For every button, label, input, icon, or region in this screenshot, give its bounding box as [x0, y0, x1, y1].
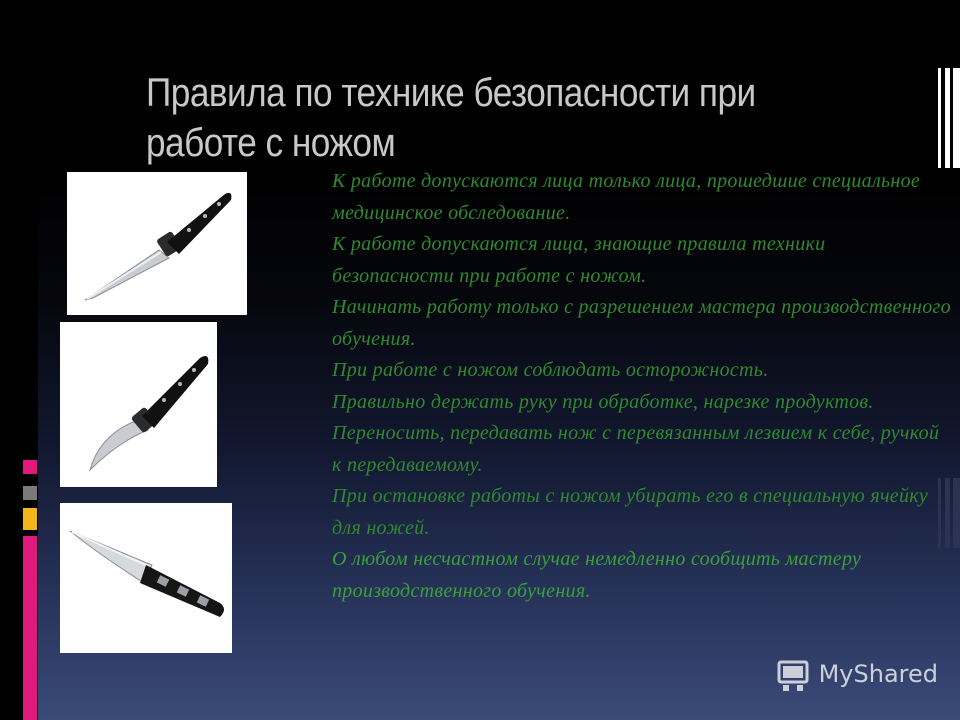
safety-rules-list: [332, 166, 952, 607]
rule-item: О любом несчастном случае немедленно сообщить мастеру производственного обучения.: [332, 548, 862, 602]
paring-knife-image: [67, 172, 247, 315]
left-accent-strip: [23, 460, 37, 720]
myshared-watermark[interactable]: [773, 654, 938, 694]
santoku-knife-image: [60, 503, 232, 653]
rule-item: К работе допускаются лица, знающие правила техники безопасности при работе с ножом.: [332, 233, 826, 287]
rule-item: Начинать работу только с разрешением мастера производственного обучения.: [332, 296, 951, 350]
rule-item: Правильно держать руку при обработке, нарезке продуктов.: [332, 390, 874, 413]
rule-item: При остановке работы с ножом убирать его в специальную ячейку для ножей.: [332, 485, 929, 539]
rule-item: При работе с ножом соблюдать осторожность.: [332, 359, 769, 381]
slide-title: Правила по технике безопасности при работе с ножом: [146, 71, 756, 165]
decorative-bars-top: [938, 68, 960, 168]
rule-item: К работе допускаются лица только лица, прошедшие специальное медицинское обследование.: [332, 170, 921, 224]
slide: [38, 0, 960, 720]
myshared-logo-icon: [773, 654, 813, 694]
curved-knife-image: [60, 322, 217, 487]
watermark-text: MyShared: [818, 660, 938, 688]
rule-item: Переносить, передавать нож с перевязанным лезвием к себе, ручкой к передаваемому.: [332, 422, 940, 476]
